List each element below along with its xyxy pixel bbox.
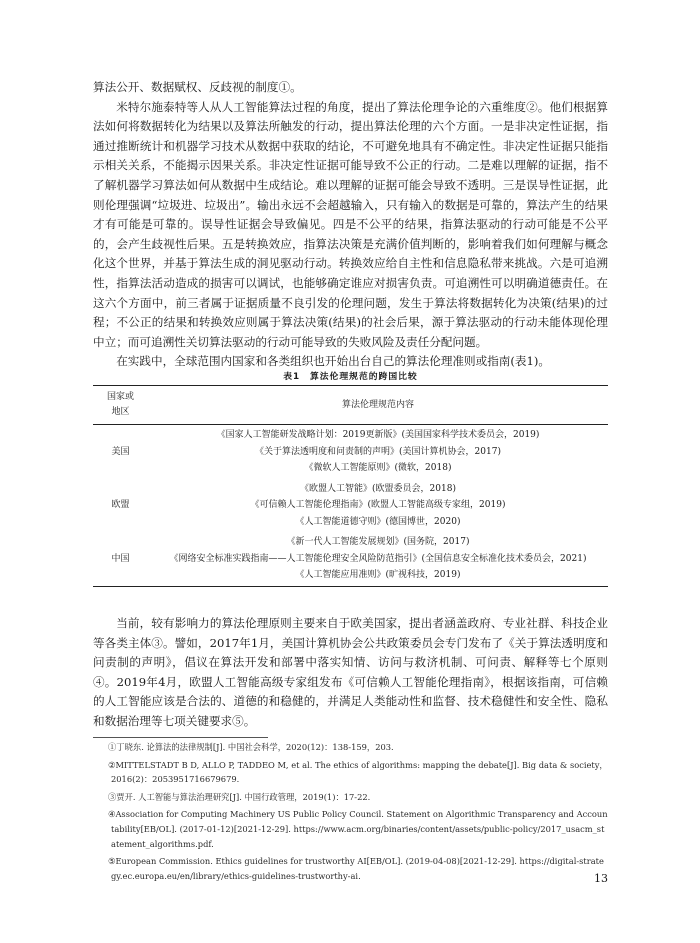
region-cell: 美国 [111,446,130,457]
standard-item: 《新一代人工智能发展规划》(国务院，2017) [286,537,470,547]
footnote: ④Association for Computing Machinery US Public Policy Council. Statement on Algorithmic Transparency and Accountability[EB/OL]. (2017-01-12)[2021-12-29]. https://www.acm.org/binaries/content/assets/public-policy/2017_usacm_statement_algorithms.pdf. [108,809,608,849]
paragraph-continuation: 算法公开、数据赋权、反歧视的制度①。 [93,80,302,94]
standard-item: 《微软人工智能原则》(微软，2018) [304,463,452,473]
standards-cell [148,479,608,533]
table-row [93,479,608,533]
paragraph-six-dimensions: 米特尔施泰特等人从人工智能算法过程的角度，提出了算法伦理争论的六重维度②。他们根据算法如何将数据转化为结果以及算法所触发的行动，提出算法伦理的六个方面。一是非决定性证据，指通过推断统计和机器学习技术从数据中获取的结论，不可避免地具有不确定性。非决定性证据只能指示相关关系，不能揭示因果关系。非决定性证据可能导致不公正的行动。二是难以理解的证据，指不了解机器学习算法如何从数据中生成结论。难以理解的证据可能会导致不透明。三是误导性证据，此则伦理强调“垃圾进、垃圾出”。输出永远不会超越输入，只有输入的数据是可靠的，算法产生的结果才有可能是可靠的。误导性证据会导致偏见。四是不公平的结果，指算法驱动的行动可能是不公平的，会产生歧视性后果。五是转换效应，指算法决策是充满价值判断的，影响着我们如何理解与概念化这个世界，并基于算法生成的洞见驱动行动。转换效应给自主性和信息隐私带来挑战。六是可追溯性，指算法活动造成的损害可以调试，也能够确定谁应对损害负责。可追溯性可以明确道德责任。在这六个方面中，前三者属于证据质量不良引发的伦理问题，发生于算法将数据转化为决策(结果)的过程；不公正的结果和转换效应则属于算法决策(结果)的社会后果，源于算法驱动的行动未能体现伦理中立；而可追溯性关切算法驱动的行动可能导致的失败风险及责任分配问题。 [93,99,608,349]
table-header-row [93,386,608,425]
footnote: ①丁晓东. 论算法的法律规制[J]. 中国社会科学，2020(12)：138-159，203. [108,742,394,752]
standard-item: 《关于算法透明度和问责制的声明》(美国计算机协会，2017) [255,446,501,457]
header-region: 国家或 地区 [106,392,134,417]
standard-item: 《人工智能应用准则》(旷视科技，2019) [295,570,461,580]
footnote: ⑤European Commission. Ethics guidelines for trustworthy AI[EB/OL]. (2019-04-08)[2021-12-29]. https://digital-strategy.ec.europa.eu/en/library/ethics-guidelines-trustworthy-ai. [108,856,604,881]
standard-item: 《网络安全标准实践指南——人工智能伦理安全风险防范指引》(全国信息安全标准化技术委员会，2021) [169,553,587,564]
footnote-divider [93,737,268,738]
comparison-table [93,385,608,587]
region-cell: 欧盟 [111,500,130,510]
paragraph-practice: 在实践中，全球范围内国家和各类组织也开始出台自己的算法伦理准则或指南(表1)。 [116,354,550,369]
footnotes [93,740,608,886]
standard-item: 《国家人工智能研发战略计划：2019更新版》(美国国家科学技术委员会，2019) [216,430,540,440]
page-number: 13 [594,872,608,885]
standards-cell [148,532,608,586]
header-content: 算法伦理规范内容 [341,399,414,410]
region-cell: 中国 [111,553,130,564]
standards-cell [148,425,608,479]
standard-item: 《人工智能道德守则》(德国博世，2020) [295,516,461,527]
standard-item: 《可信赖人工智能伦理指南》(欧盟人工智能高级专家组，2019) [250,500,506,510]
body-bottom [93,614,608,732]
table-row [93,532,608,586]
table-row [93,425,608,479]
paragraph-current: 当前，较有影响力的算法伦理原则主要来自于欧美国家，提出者涵盖政府、专业社群、科技企业等各类主体③。譬如，2017年1月，美国计算机协会公共政策委员会专门发布了《关于算法透明度和问责制的声明》，倡议在算法开发和部署中落实知情、访问与救济机制、可问责、解释等七个原则④。2019年4月，欧盟人工智能高级专家组发布《可信赖人工智能伦理指南》，根据该指南，可信赖的人工智能应该是合法的、道德的和稳健的，并满足人类能动性和监督、技术稳健性和安全性、隐私和数据治理等七项关键要求⑤。 [93,616,608,728]
footnote: ③贾开. 人工智能与算法治理研究[J]. 中国行政管理，2019(1)：17-22. [108,791,371,802]
footnote: ②MITTELSTADT B D, ALLO P, TADDEO M, et al. The ethics of algorithms: mapping the debate[J]. Big data & society，2016(2)：2053951716679679. [108,759,608,785]
standard-item: 《欧盟人工智能》(欧盟委员会，2018) [300,483,456,494]
table-caption: 表1 算法伦理规范的跨国比较 [283,372,418,382]
body-top [93,78,608,372]
